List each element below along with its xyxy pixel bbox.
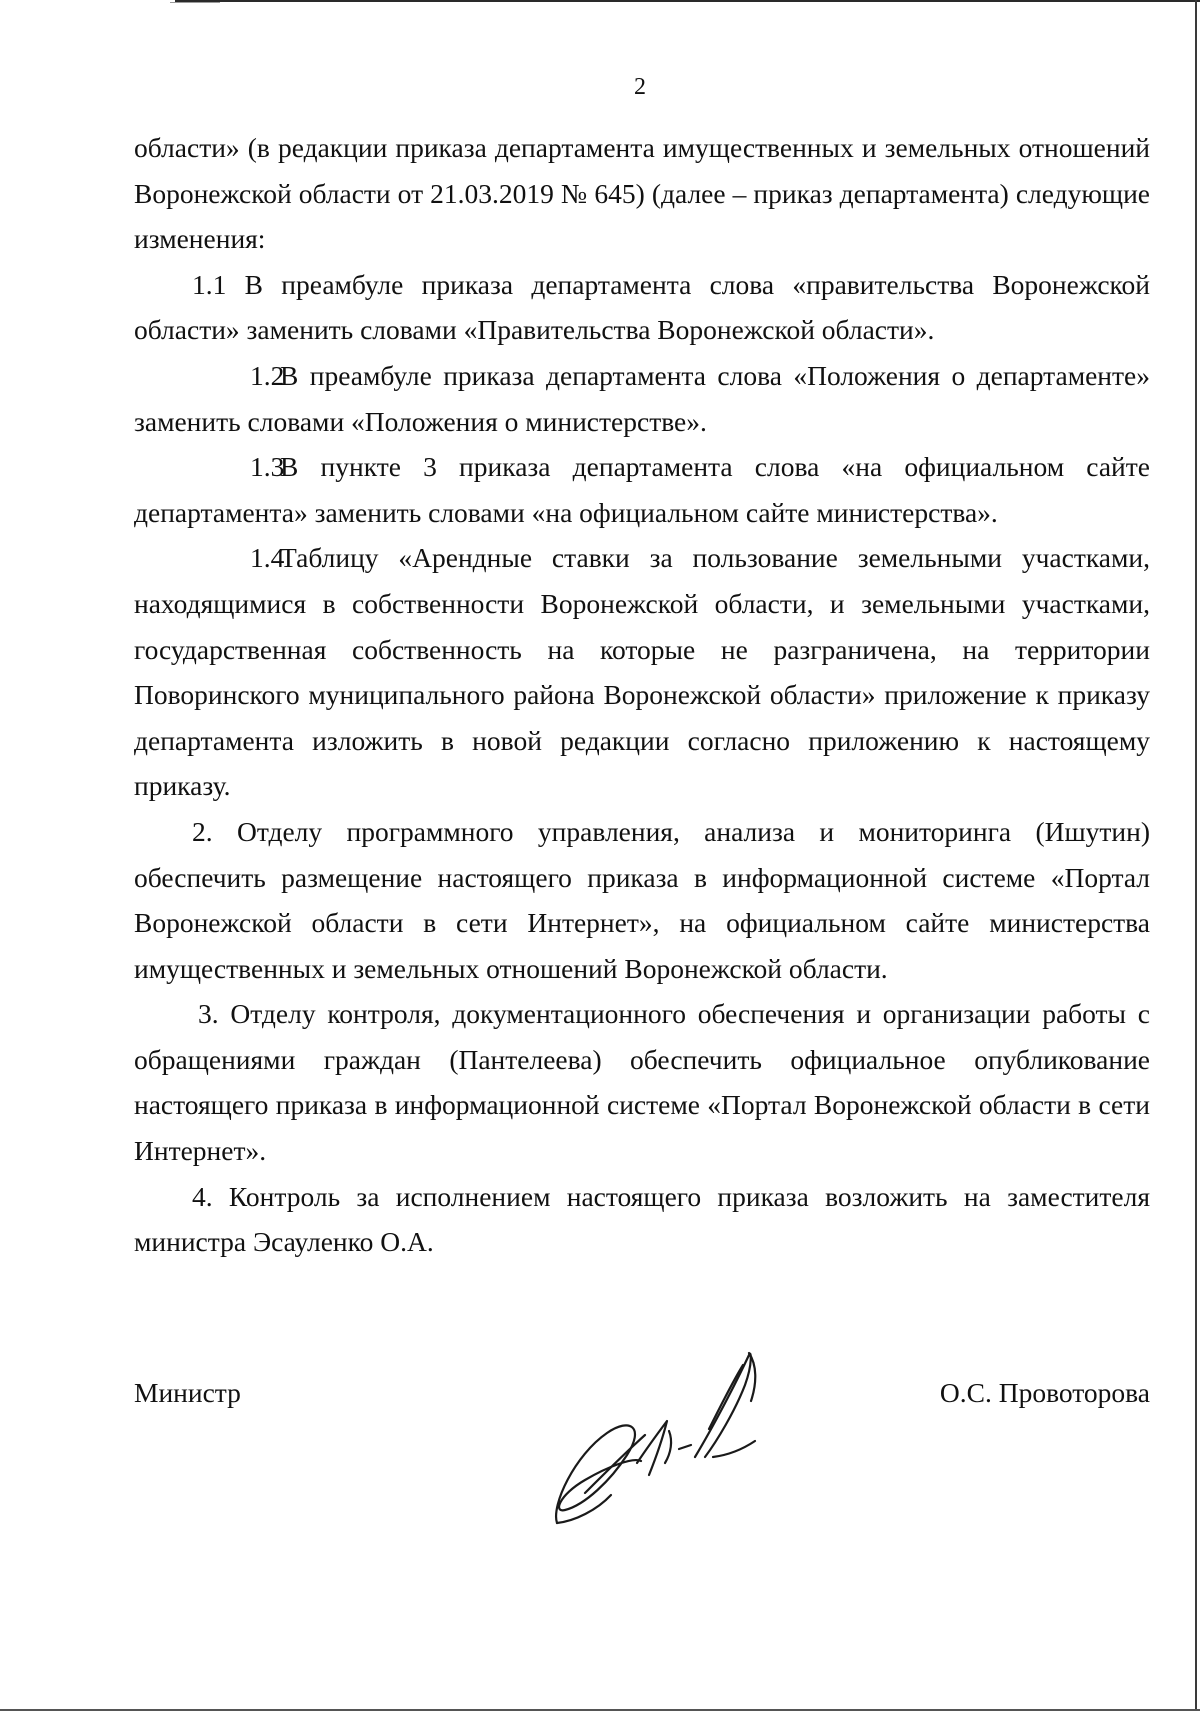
signatory-title: Министр (134, 1377, 241, 1408)
handwritten-signature (545, 1345, 815, 1530)
signatory-name: О.С. Провоторова (939, 1377, 1150, 1408)
scan-edge-top (175, 0, 1200, 2)
paragraph-1-2 (134, 353, 1150, 444)
page-number: 2 (634, 74, 646, 100)
paragraph-1-1: 1.1 В преамбуле приказа департамента слова «правительства Воронежской области» заменить словами «Правительства Воронежской области». (134, 268, 1150, 346)
document-body (134, 125, 1150, 1265)
paragraph-1-3-number: 1.3 (250, 451, 285, 483)
paragraph-2: 2. Отделу программного управления, анализа и мониторинга (Ишутин) обеспечить размещение настоящего приказа в информационной системе «Портал Воронежской области в сети Интернет», на официальном сайте министерства имущественных и земельных отношений Воронежской области. (134, 815, 1150, 984)
scan-edge-right (1195, 0, 1197, 1711)
paragraph-3: 3. Отделу контроля, документационного обеспечения и организации работы с обращениями граждан (Пантелеева) обеспечить официальное опубликование настоящего приказа в информационной системе «Портал Воронежской области в сети Интернет». (134, 998, 1150, 1167)
paragraph-1-4-text: Таблицу «Арендные ставки за пользование земельными участками, находящимися в собственности Воронежской области, и земельными участками, государственная собственность на которые не разграничена, на территории Поворинского муниципального района Воронежской области» приложение к приказу департамента изложить в новой редакции согласно приложению к настоящему приказу. (134, 542, 1150, 802)
paragraph-1-3-text: В пункте 3 приказа департамента слова «на официальном сайте департамента» заменить словами «на официальном сайте министерства». (134, 451, 1150, 528)
paragraph-1-3 (134, 444, 1150, 535)
paragraph-1-4 (134, 535, 1150, 809)
scan-edge-top-mark (170, 2, 220, 3)
paragraph-1-2-text: В преамбуле приказа департамента слова «Положения о департаменте» заменить словами «Положения о министерстве». (134, 359, 1150, 437)
paragraph-1-4-number: 1.4 (250, 542, 285, 574)
paragraph-4: 4. Контроль за исполнением настоящего приказа возложить на заместителя министра Эсауленко О.А. (134, 1180, 1150, 1258)
paragraph-1-2-number: 1.2 (250, 359, 285, 391)
paragraph-continuation: области» (в редакции приказа департамента имущественных и земельных отношений Воронежской области от 21.03.2019 № 645) (далее – приказ департамента) следующие изменения: (134, 132, 1150, 255)
